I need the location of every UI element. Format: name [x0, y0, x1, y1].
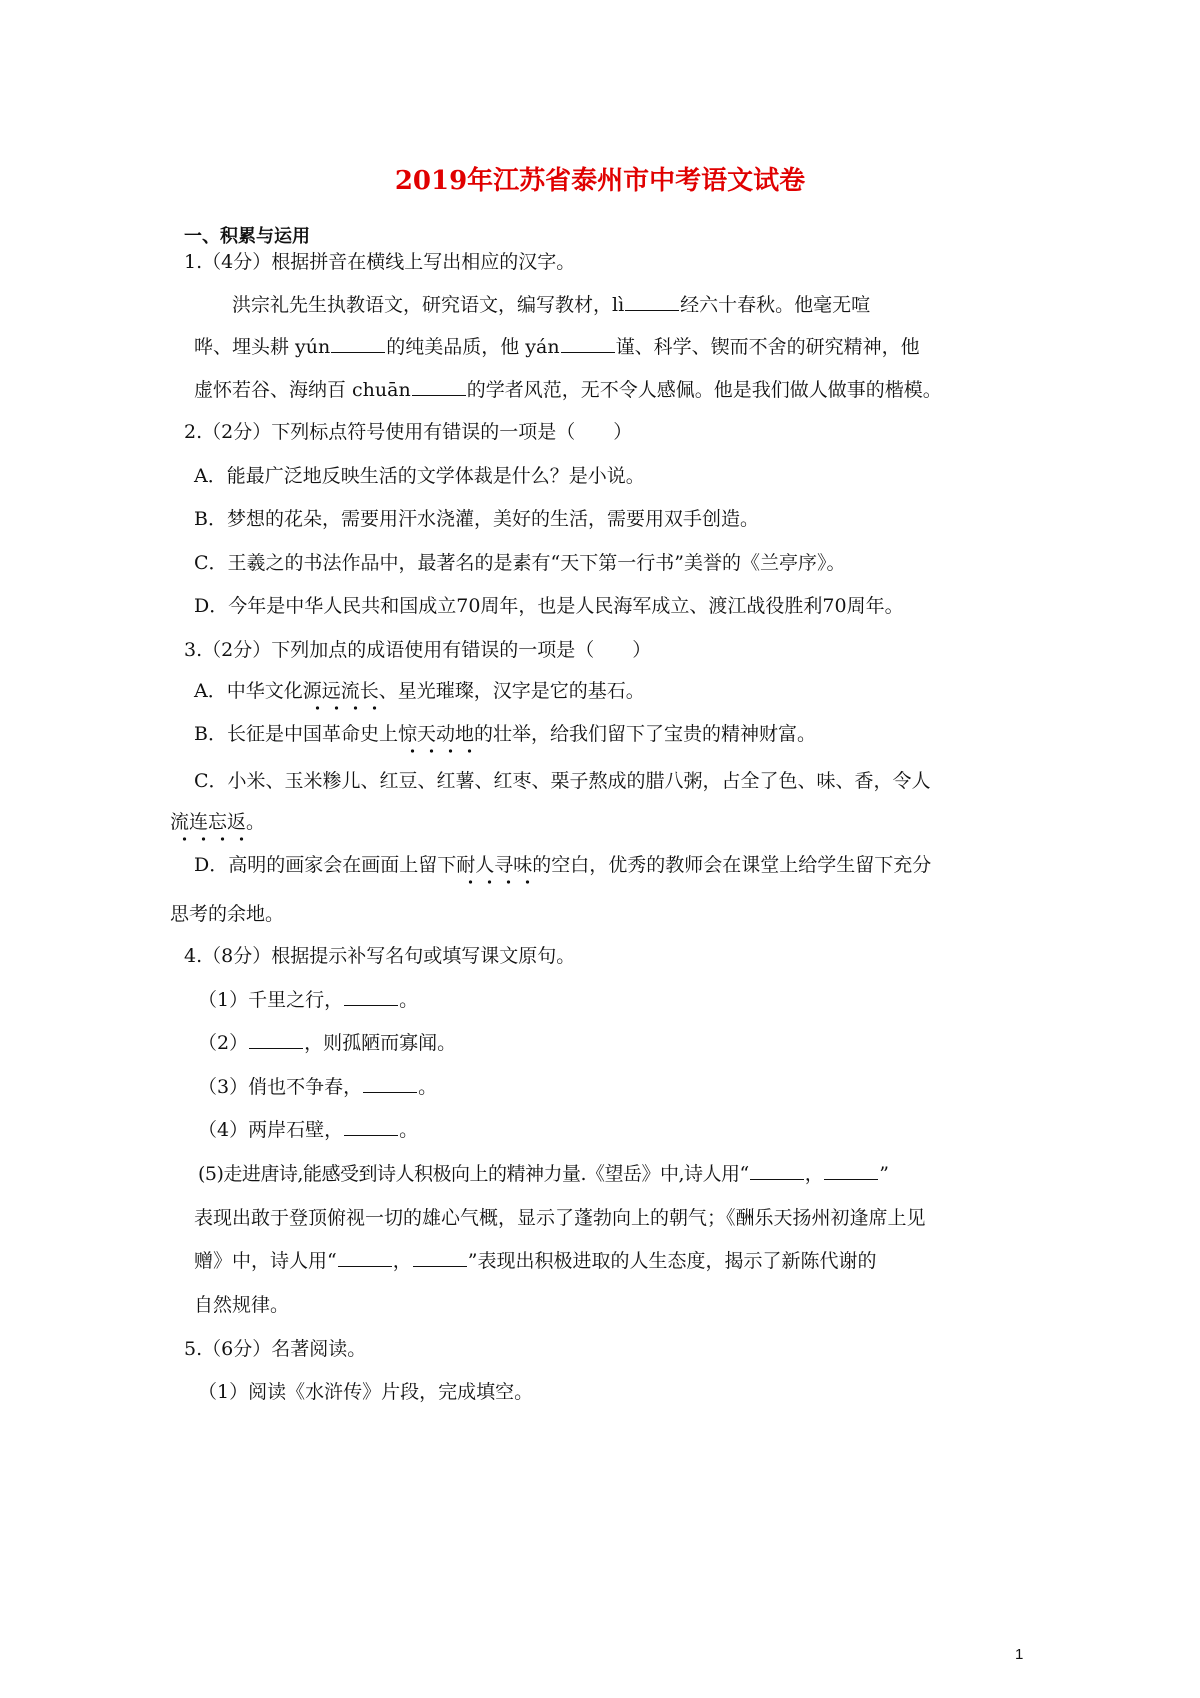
question-4-item-4: [198, 1116, 418, 1144]
answer-blank[interactable]: [561, 334, 615, 353]
answer-blank[interactable]: [344, 1117, 398, 1136]
text: 。: [399, 989, 419, 1011]
question-3-head: 3.（2分）下列加点的成语使用有错误的一项是（ ）: [184, 639, 652, 661]
question-4-item-2: [198, 1029, 456, 1057]
text: 谨、科学、锲而不舍的研究精神，他: [615, 336, 920, 358]
text: 。: [246, 811, 266, 833]
dotted-idiom: 惊天动地: [398, 723, 474, 755]
answer-blank[interactable]: [249, 1030, 303, 1049]
text: ，: [392, 1250, 412, 1272]
text: （1）千里之行，: [198, 989, 344, 1011]
question-2-option-d: D．今年是中华人民共和国成立70周年，也是人民海军成立、渡江战役胜利70周年。: [194, 595, 904, 617]
question-3-option-c-line-1: C．小米、玉米糁儿、红豆、红薯、红枣、栗子熬成的腊八粥，占全了色、味、香，令人: [194, 770, 931, 792]
dotted-idiom: 耐人寻味: [456, 854, 532, 886]
question-5-item-1: （1）阅读《水浒传》片段，完成填空。: [198, 1381, 534, 1403]
dotted-idiom: 源远流长: [303, 680, 379, 712]
answer-blank[interactable]: [413, 1248, 467, 1267]
answer-blank[interactable]: [625, 292, 679, 311]
question-4-item-5-line-4: 自然规律。: [194, 1294, 290, 1316]
question-5-head: 5.（6分）名著阅读。: [184, 1338, 367, 1360]
question-4-item-5-line-2: 表现出敢于登顶俯视一切的雄心气概，显示了蓬勃向上的朝气；《酬乐天扬州初逢席上见: [194, 1207, 926, 1229]
text: D．高明的画家会在画面上留下: [194, 854, 457, 876]
question-3-option-c-line-2: [170, 808, 265, 836]
answer-blank[interactable]: [412, 377, 466, 396]
question-2-option-b: B．梦想的花朵，需要用汗水浇灌，美好的生活，需要用双手创造。: [194, 508, 759, 530]
question-4-item-1: [198, 986, 418, 1014]
text: 的空白，优秀的教师会在课堂上给学生留下充分: [532, 854, 932, 876]
question-1-line-3: [194, 376, 942, 404]
question-3-option-b: [194, 720, 816, 748]
text: ，: [804, 1163, 824, 1185]
text: 洪宗礼先生执教语文，研究语文，编写教材，lì: [232, 294, 625, 316]
text: 。: [418, 1076, 438, 1098]
text: ”: [879, 1163, 889, 1185]
answer-blank[interactable]: [363, 1074, 417, 1093]
question-4-head: 4.（8分）根据提示补写名句或填写课文原句。: [184, 945, 576, 967]
text: （3）俏也不争春，: [198, 1076, 363, 1098]
text: B．长征是中国革命史上: [194, 723, 398, 745]
question-4-item-5-line-1: [198, 1160, 888, 1188]
question-1-head: 1.（4分）根据拼音在横线上写出相应的汉字。: [184, 251, 576, 273]
question-2-head: 2.（2分）下列标点符号使用有错误的一项是（ ）: [184, 421, 633, 443]
answer-blank[interactable]: [338, 1248, 392, 1267]
question-2-option-a: A．能最广泛地反映生活的文学体裁是什么？是小说。: [194, 465, 645, 487]
text: 哗、埋头耕 yún: [194, 336, 331, 358]
dotted-idiom: 流连忘返: [170, 811, 246, 843]
question-2-option-c: C．王羲之的书法作品中，最著名的是素有“天下第一行书”美誉的《兰亭序》。: [194, 552, 846, 574]
answer-blank[interactable]: [824, 1161, 878, 1180]
answer-blank[interactable]: [344, 987, 398, 1006]
section-heading: 一、积累与运用: [184, 226, 310, 247]
question-4-item-3: [198, 1073, 437, 1101]
question-1-line-1: [232, 291, 870, 319]
question-4-item-5-line-3: [194, 1247, 876, 1275]
question-3-option-a: [194, 677, 645, 705]
answer-blank[interactable]: [750, 1161, 804, 1180]
page-number: 1: [1015, 1646, 1024, 1663]
text: 虚怀若谷、海纳百 chuān: [194, 379, 411, 401]
text: ，则孤陋而寡闻。: [304, 1032, 457, 1054]
text: 赠》中，诗人用“: [194, 1250, 337, 1272]
text: A．中华文化: [194, 680, 303, 702]
text: 的学者风范，无不令人感佩。他是我们做人做事的楷模。: [466, 379, 942, 401]
exam-title: 2019年江苏省泰州市中考语文试卷: [394, 166, 806, 196]
question-3-option-d-line-1: [194, 851, 931, 879]
text: （2）: [198, 1032, 249, 1054]
text: 的壮举，给我们留下了宝贵的精神财富。: [473, 723, 816, 745]
answer-blank[interactable]: [331, 334, 385, 353]
question-3-option-d-line-2: 思考的余地。: [170, 903, 285, 925]
text: 经六十春秋。他毫无喧: [680, 294, 871, 316]
text: ”表现出积极进取的人生态度，揭示了新陈代谢的: [467, 1250, 877, 1272]
text: (5)走进唐诗,能感受到诗人积极向上的精神力量.《望岳》中,诗人用“: [198, 1163, 749, 1185]
text: （4）两岸石壁，: [198, 1119, 344, 1141]
text: 的纯美品质，他 yán: [386, 336, 560, 358]
question-1-line-2: [194, 333, 920, 361]
text: 、星光璀璨，汉字是它的基石。: [378, 680, 645, 702]
text: 。: [399, 1119, 419, 1141]
